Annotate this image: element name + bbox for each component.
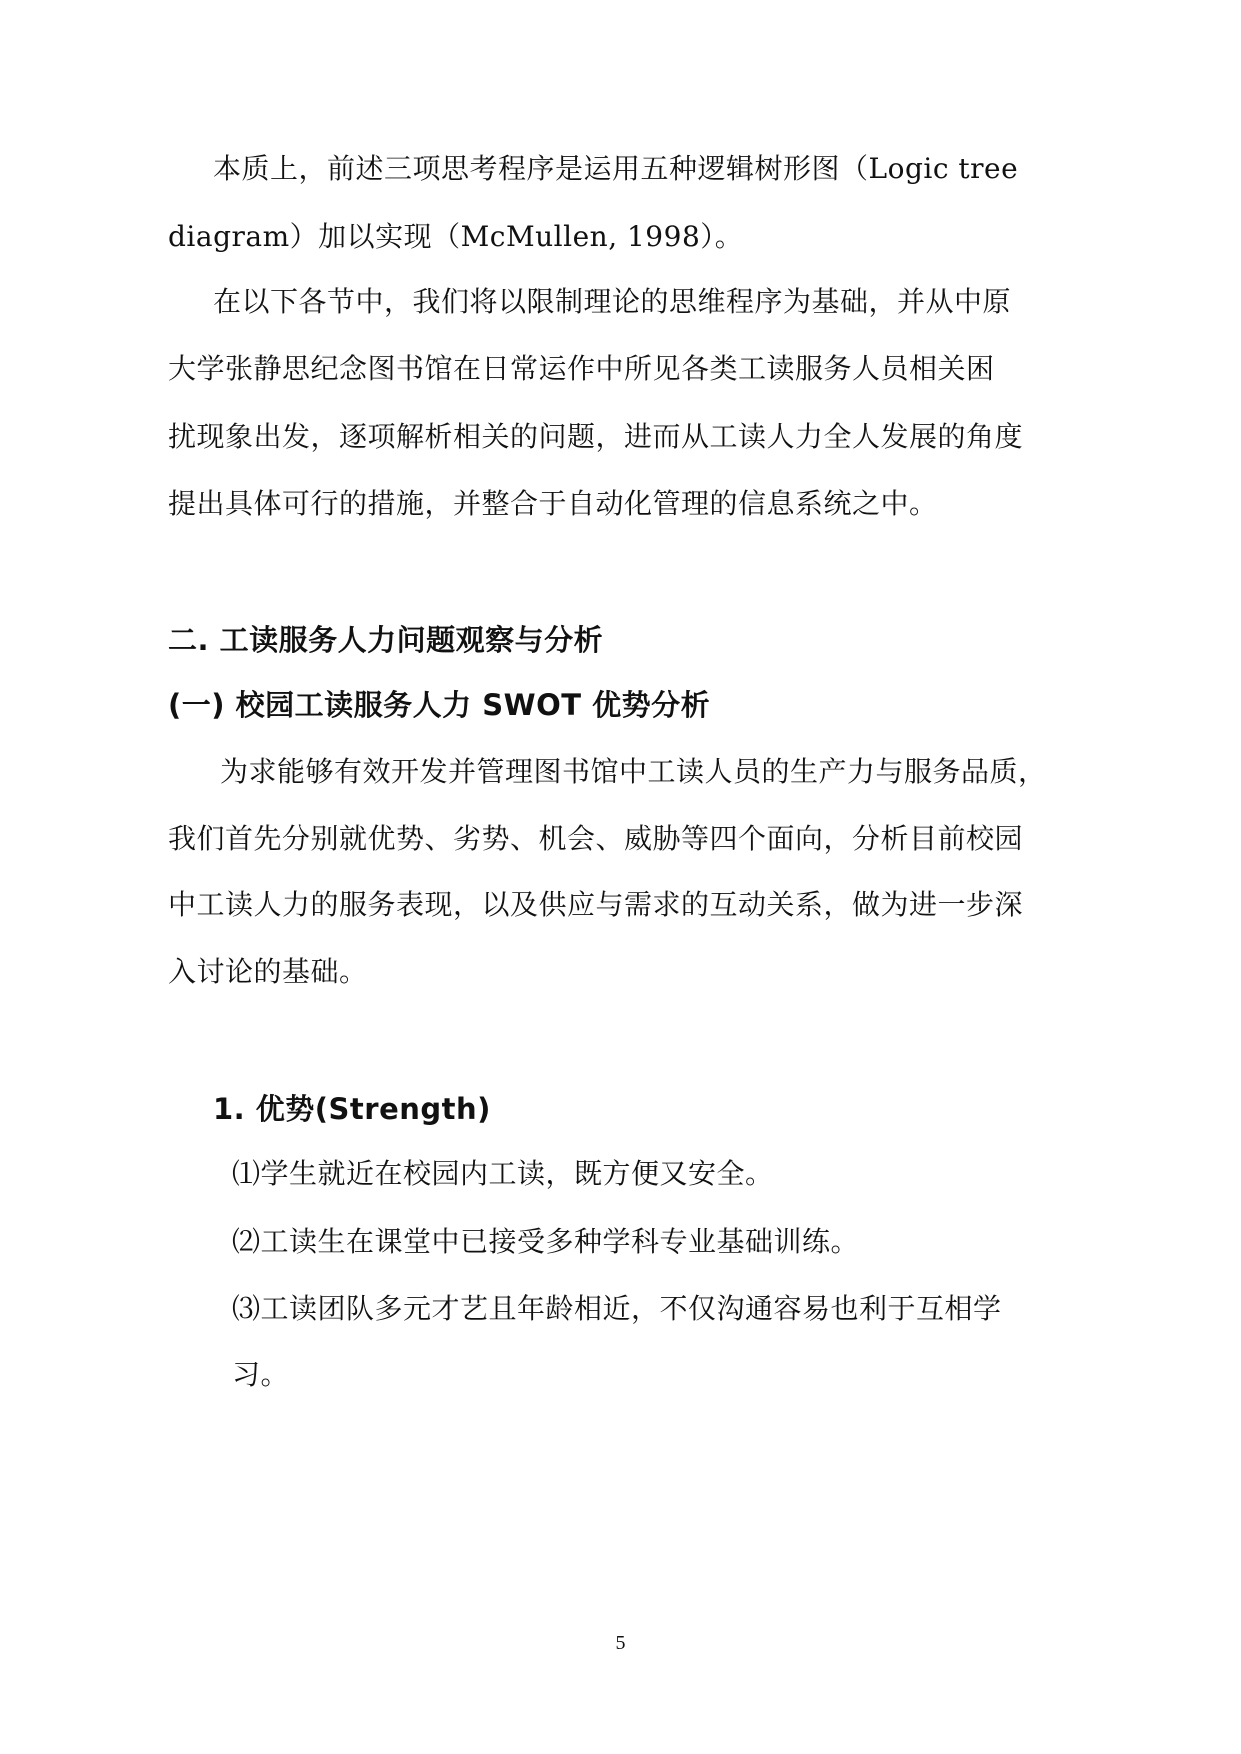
paragraph-2-line-4: 提出具体可行的措施，并整合于自动化管理的信息系统之中。 (168, 487, 938, 520)
paragraph-2-line-3: 扰现象出发，逐项解析相关的问题，进而从工读人力全人发展的角度 (168, 420, 1024, 453)
strength-item-2: ⑵工读生在课堂中已接受多种学科专业基础训练。 (232, 1225, 860, 1258)
section-heading: 二. 工读服务人力问题观察与分析 (168, 623, 604, 657)
intro-line-1: 本质上，前述三项思考程序是运用五种逻辑树形图（Logic tree (213, 152, 1019, 185)
strength-item-3-line-1: ⑶工读团队多元才艺且年龄相近，不仅沟通容易也利于互相学 (232, 1292, 1002, 1325)
strength-item-1: ⑴学生就近在校园内工读，既方便又安全。 (232, 1157, 774, 1190)
paragraph-3-line-3: 中工读人力的服务表现，以及供应与需求的互动关系，做为进一步深 (168, 888, 1024, 921)
paragraph-3-line-4: 入讨论的基础。 (168, 955, 368, 988)
strength-item-3-line-2: 习。 (232, 1358, 290, 1391)
paragraph-3-line-2: 我们首先分别就优势、劣势、机会、威胁等四个面向，分析目前校园 (168, 822, 1024, 855)
paragraph-2-line-1: 在以下各节中，我们将以限制理论的思维程序为基础，并从中原 (213, 285, 1012, 318)
paragraph-3-line-1: 为求能够有效开发并管理图书馆中工读人员的生产力与服务品质， (220, 755, 1047, 788)
strength-heading: 1. 优势(Strength) (213, 1092, 491, 1126)
intro-line-2: diagram）加以实现（McMullen, 1998）。 (168, 220, 744, 253)
subsection-heading: (一) 校园工读服务人力 SWOT 优势分析 (168, 688, 711, 722)
page-number: 5 (615, 1632, 626, 1654)
paragraph-2-line-2: 大学张静思纪念图书馆在日常运作中所见各类工读服务人员相关困 (168, 352, 995, 385)
